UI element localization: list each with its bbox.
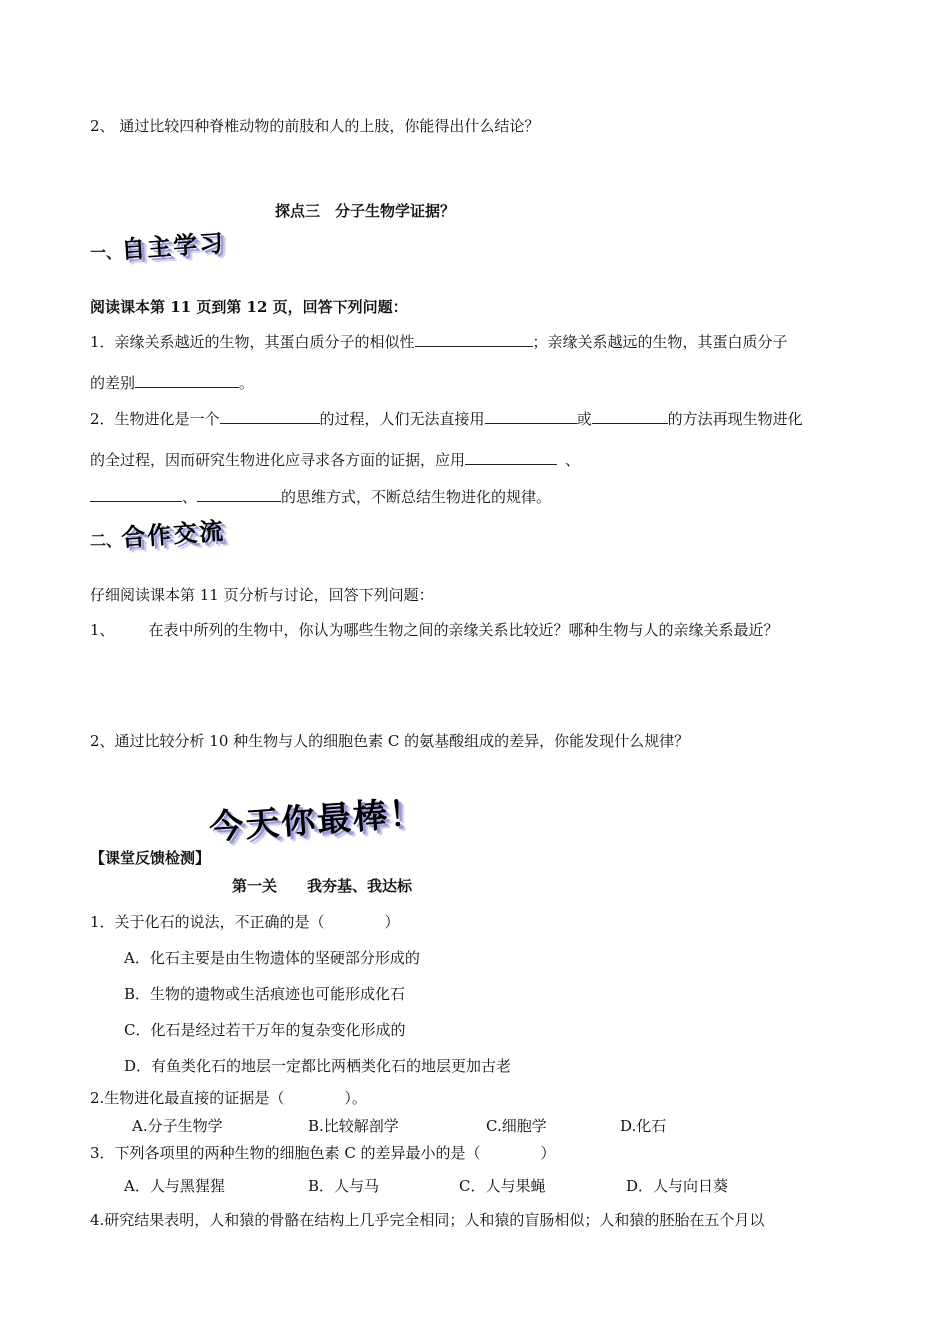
fill-question-2-cont [90, 450, 580, 470]
q2-option-c: C.细胞学 [486, 1117, 547, 1135]
answer-blank[interactable] [592, 409, 668, 424]
answer-blank[interactable] [465, 450, 557, 465]
q3-option-c: C．人与果蝇 [459, 1177, 546, 1195]
answer-blank[interactable] [220, 409, 320, 424]
answer-blank[interactable] [485, 409, 577, 424]
fill-text: 的全过程，因而研究生物进化应寻求各方面的证据，应用 [90, 451, 466, 469]
discussion-question-1 [90, 620, 779, 640]
fill-text: 的方法再现生物进化 [667, 410, 803, 428]
fill-text: 的差别 [90, 374, 136, 392]
q2-option-b: B.比较解剖学 [308, 1117, 399, 1135]
q1-option-c: C．化石是经过若干万年的复杂变化形成的 [124, 1021, 406, 1039]
discussion-instructions: 仔细阅读课本第 11 页分析与讨论，回答下列问题： [90, 586, 434, 604]
part-number: 二、 [90, 531, 123, 550]
q3-stem: 3．下列各项里的两种生物的细胞色素 C 的差异最小的是（ ） [90, 1144, 556, 1162]
answer-blank[interactable] [90, 487, 182, 502]
fill-text: 2．生物进化是一个 [90, 410, 220, 428]
question-text: 在表中所列的生物中，你认为哪些生物之间的亲缘关系比较近？哪种生物与人的亲缘关系最近？ [148, 621, 779, 639]
feedback-label: 【课堂反馈检测】 [90, 849, 211, 867]
part-heading-self-study [90, 228, 227, 264]
fill-text: 1．亲缘关系越近的生物，其蛋白质分子的相似性 [90, 333, 415, 351]
section-title-molecular-evidence: 探点三 分子生物学证据？ [275, 202, 456, 220]
question-forelimb-comparison: 2、 通过比较四种脊椎动物的前肢和人的上肢，你能得出什么结论？ [90, 117, 540, 135]
feedback-heading [90, 793, 427, 867]
fill-text: 、 [565, 451, 581, 469]
fill-text: 的思维方式，不断总结生物进化的规律。 [281, 488, 552, 506]
fill-text: 或 [576, 410, 592, 428]
reading-instructions: 阅读课本第 11 页到第 12 页，回答下列问题： [90, 298, 408, 316]
answer-blank[interactable] [197, 487, 281, 502]
answer-blank[interactable] [135, 373, 239, 388]
part-heading-cooperation [90, 516, 227, 552]
cooperation-decorative-title: 合作交流 [120, 516, 227, 552]
fill-question-2-cont2 [90, 487, 551, 507]
q2-option-a: A.分子生物学 [132, 1117, 223, 1135]
part-number: 一、 [90, 243, 123, 262]
great-today-decorative-title: 今天你最棒！ [207, 793, 427, 848]
q1-option-d: D．有鱼类化石的地层一定都比两栖类化石的地层更加古老 [124, 1057, 512, 1075]
question-number: 1、 [90, 621, 115, 639]
fill-text: 、 [182, 488, 198, 506]
q3-option-b: B．人与马 [308, 1177, 380, 1195]
fill-text: 。 [239, 374, 255, 392]
q3-option-d: D．人与向日葵 [626, 1177, 729, 1195]
fill-question-1-cont [90, 373, 254, 393]
fill-text: 的过程，人们无法直接用 [319, 410, 485, 428]
fill-question-1 [90, 332, 788, 352]
answer-blank[interactable] [415, 332, 533, 347]
q2-option-d: D.化石 [620, 1117, 667, 1135]
discussion-question-2: 2、通过比较分析 10 种生物与人的细胞色素 C 的氨基酸组成的差异，你能发现什么规律？ [90, 732, 690, 750]
self-study-decorative-title: 自主学习 [120, 228, 227, 264]
q1-option-a: A．化石主要是由生物遗体的坚硬部分形成的 [124, 949, 420, 967]
fill-text: ；亲缘关系越远的生物，其蛋白质分子 [532, 333, 788, 351]
level-one-title: 第一关 我夯基、我达标 [232, 877, 413, 895]
q2-stem: 2.生物进化最直接的证据是（ ）。 [90, 1089, 367, 1107]
q1-option-b: B．生物的遗物或生活痕迹也可能形成化石 [124, 985, 406, 1003]
q4-stem: 4.研究结果表明，人和猿的骨骼在结构上几乎完全相同；人和猿的盲肠相似；人和猿的胚胎在五个月以 [90, 1211, 765, 1229]
fill-question-2 [90, 409, 803, 429]
q1-stem: 1．关于化石的说法，不正确的是（ ） [90, 913, 400, 931]
q3-option-a: A．人与黑猩猩 [124, 1177, 225, 1195]
